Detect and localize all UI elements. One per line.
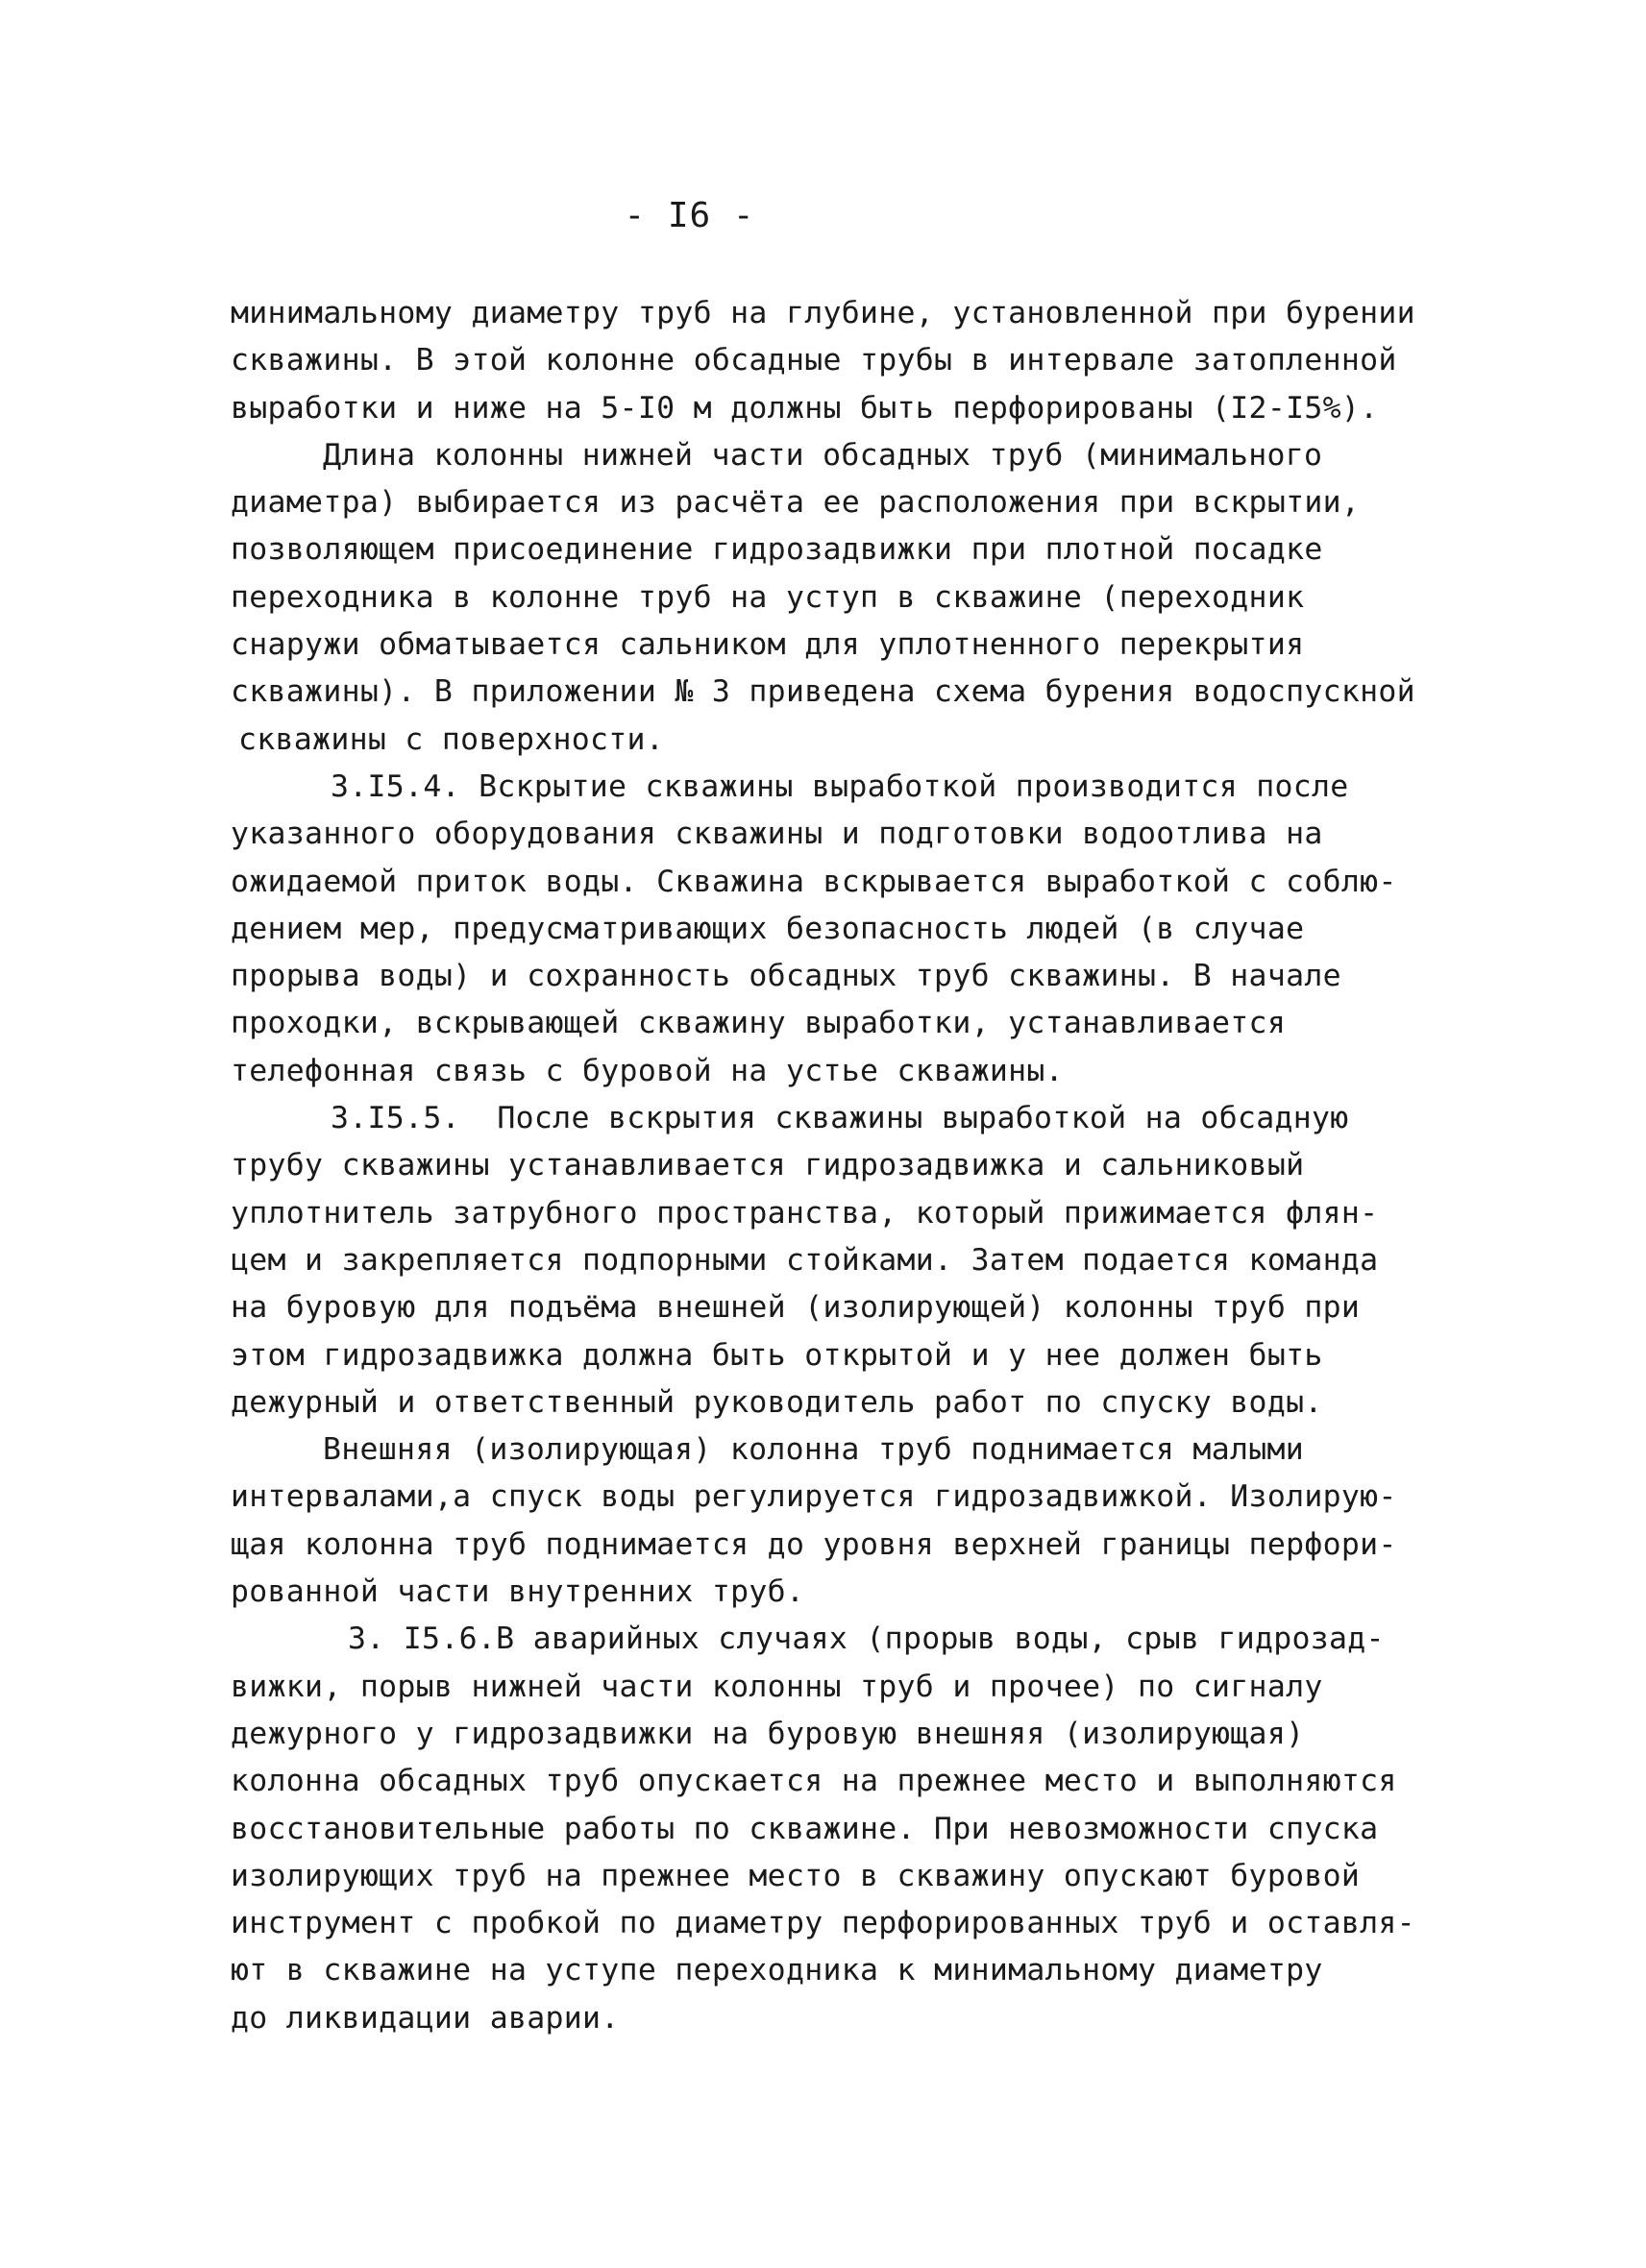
text-line: скважины). В приложении № 3 приведена схема бурения водоспускной <box>231 674 1415 710</box>
text-line: телефонная связь с буровой на устье скважины. <box>231 1053 1064 1088</box>
section-heading-line: 3. I5.6.В аварийных случаях (прорыв воды, срыв гидрозад- <box>348 1622 1385 1657</box>
section-heading-line: 3.I5.4. Вскрытие скважины выработкой производится после <box>331 768 1349 804</box>
text-line: скважины. В этой колонне обсадные трубы в интервале затопленной <box>231 343 1397 378</box>
text-line: щая колонна труб поднимается до уровня верхней границы перфори- <box>231 1526 1397 1562</box>
page-number: - I6 - <box>624 196 755 235</box>
text-line: уплотнитель затрубного пространства, который прижимается флян- <box>231 1195 1379 1231</box>
text-line: дежурного у гидрозадвижки на буровую внешняя (изолирующая) <box>231 1716 1305 1751</box>
text-line: на буровую для подъёма внешней (изолирующей) колонны труб при <box>231 1290 1361 1326</box>
text-line: выработки и ниже на 5-I0 м должны быть перфорированы (I2-I5%). <box>231 390 1379 426</box>
text-line: минимальному диаметру труб на глубине, установленной при бурении <box>231 296 1415 330</box>
text-line: рованной части внутренних труб. <box>231 1574 805 1610</box>
body-text <box>231 290 1489 2042</box>
text-line: диаметра) выбирается из расчёта ее расположения при вскрытии, <box>231 485 1361 521</box>
text-line: прорыва воды) и сохранность обсадных труб скважины. В начале <box>231 959 1341 994</box>
text-line: этом гидрозадвижка должна быть открытой и у нее должен быть <box>231 1337 1323 1373</box>
text-line: вижки, порыв нижней части колонны труб и прочее) по сигналу <box>231 1669 1323 1704</box>
text-line: переходника в колонне труб на уступ в скважине (переходник <box>231 579 1305 615</box>
text-line: дением мер, предусматривающих безопасность людей (в случае <box>231 911 1305 946</box>
text-line: интервалами,а спуск воды регулируется гидрозадвижкой. Изолирую- <box>231 1479 1397 1515</box>
text-line: скважины с поверхности. <box>238 721 665 757</box>
text-line: дежурный и ответственный руководитель работ по спуску воды. <box>231 1384 1323 1420</box>
paragraph-start-line: Длина колонны нижней части обсадных труб (минимального <box>323 437 1323 473</box>
text-line: проходки, вскрывающей скважину выработки, устанавливается <box>231 1006 1287 1041</box>
text-line: инструмент с пробкой по диаметру перфорированных труб и оставля- <box>231 1906 1415 1941</box>
text-line: изолирующих труб на прежнее место в скважину опускают буровой <box>231 1858 1361 1893</box>
text-line: восстановительные работы по скважине. При невозможности спуска <box>231 1811 1379 1846</box>
text-line: позволяющем присоединение гидрозадвижки при плотной посадке <box>231 532 1323 568</box>
text-line: снаружи обматывается сальником для уплотненного перекрытия <box>231 627 1305 663</box>
section-heading-line: 3.I5.5. После вскрытия скважины выработкой на обсадную <box>331 1101 1349 1136</box>
paragraph-start-line: Внешняя (изолирующая) колонна труб поднимается малыми <box>323 1432 1305 1468</box>
text-line: колонна обсадных труб опускается на прежнее место и выполняются <box>231 1764 1397 1799</box>
text-line: до ликвидации аварии. <box>231 2000 620 2036</box>
text-line: указанного оборудования скважины и подготовки водоотлива на <box>231 817 1323 852</box>
text-line: ожидаемой приток воды. Скважина вскрывается выработкой с соблю- <box>231 864 1397 899</box>
text-line: цем и закрепляется подпорными стойками. Затем подается команда <box>231 1242 1379 1278</box>
text-line: трубу скважины устанавливается гидрозадвижка и сальниковый <box>231 1148 1305 1183</box>
text-line: ют в скважине на уступе переходника к минимальному диаметру <box>231 1953 1323 1988</box>
